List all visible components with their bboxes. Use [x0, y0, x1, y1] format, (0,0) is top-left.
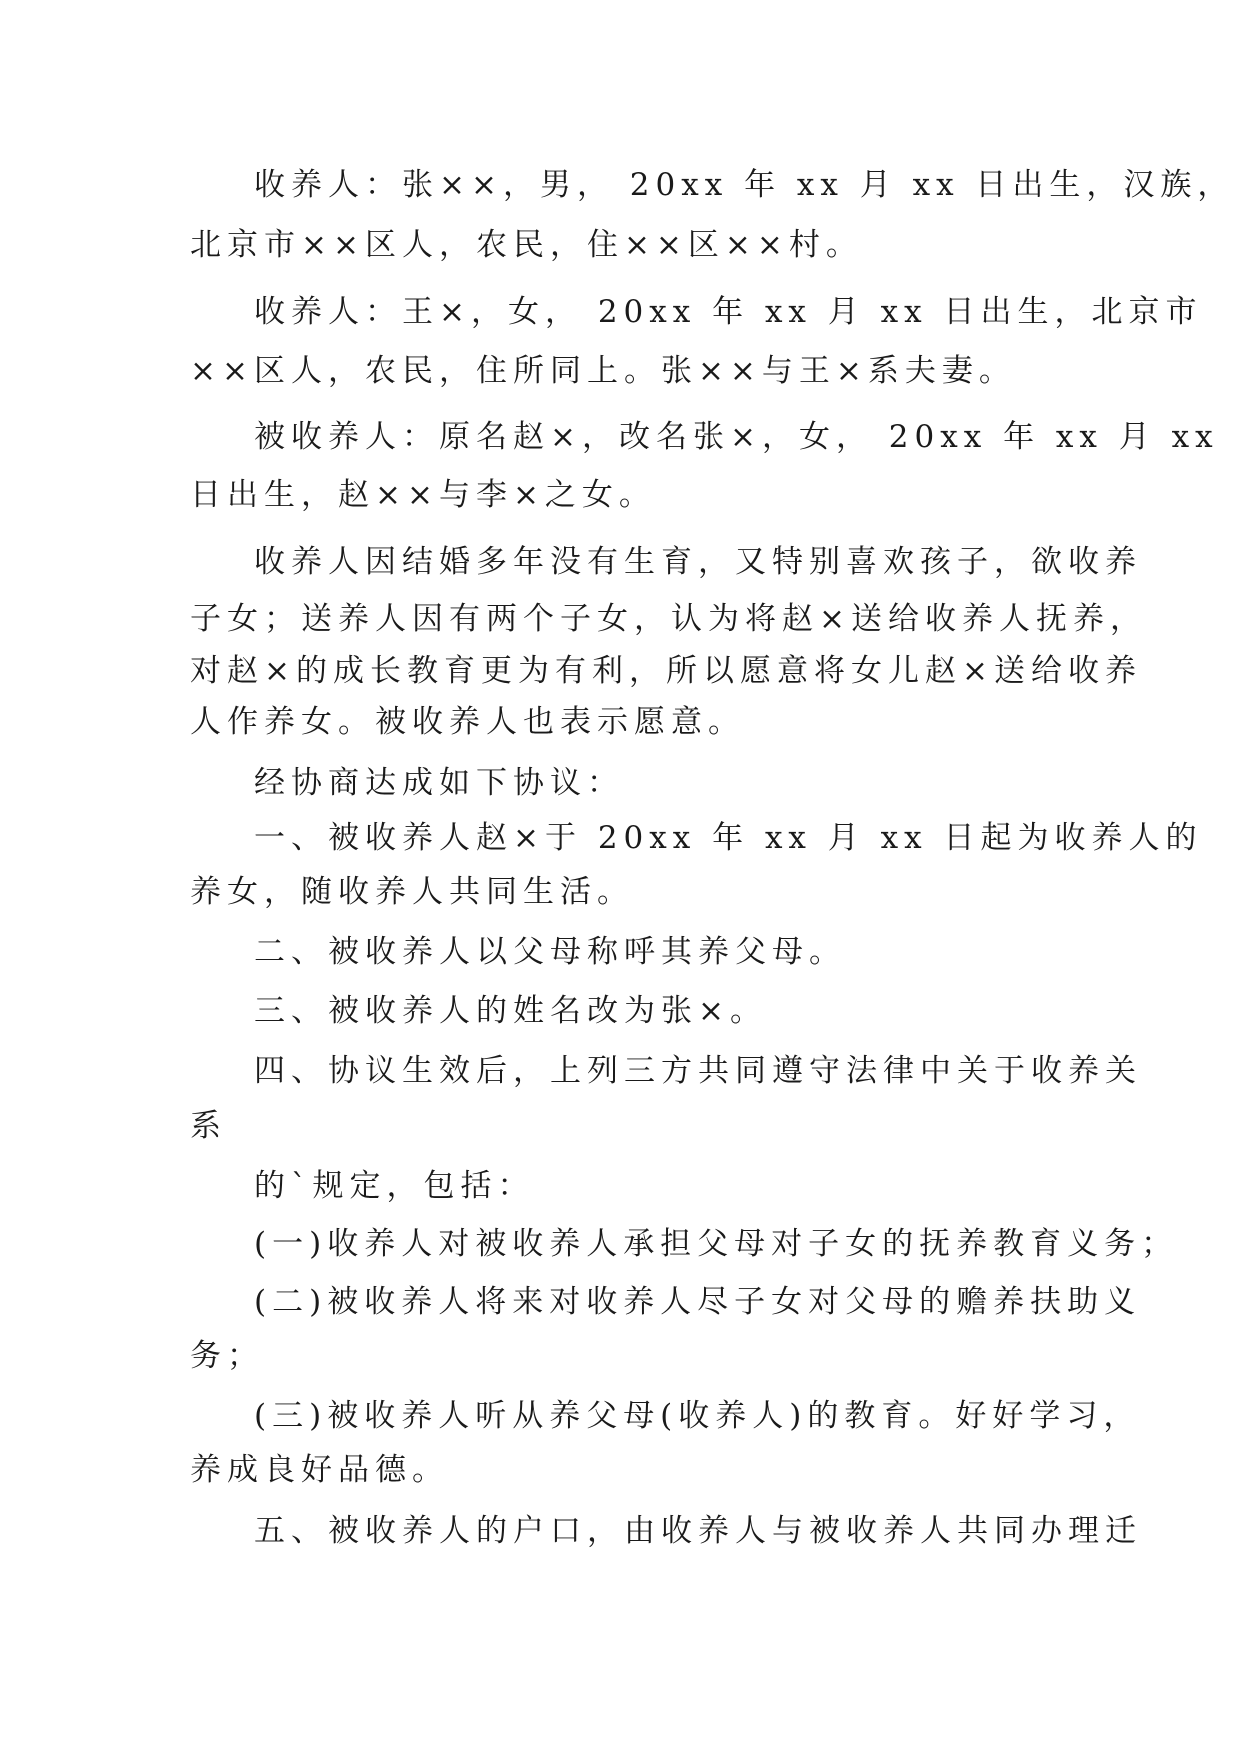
text-line: 务； — [190, 1338, 264, 1374]
text-line: 一、被收养人赵×于 20xx 年 xx 月 xx 日起为收养人的 — [254, 820, 1203, 856]
text-line: 五、被收养人的户口，由收养人与被收养人共同办理迁 — [254, 1513, 1142, 1549]
text-line: 的`规定，包括： — [254, 1168, 535, 1204]
text-line: (二)被收养人将来对收养人尽子女对父母的赡养扶助义 — [254, 1284, 1142, 1320]
text-line: ××区人，农民，住所同上。张××与王×系夫妻。 — [190, 353, 1016, 389]
text-line: 被收养人：原名赵×，改名张×，女， 20xx 年 xx 月 xx — [254, 419, 1219, 455]
text-line: 经协商达成如下协议： — [254, 765, 624, 801]
text-line: 人作养女。被收养人也表示愿意。 — [190, 704, 745, 740]
text-line: 四、协议生效后，上列三方共同遵守法律中关于收养关 — [254, 1053, 1142, 1089]
text-line: (三)被收养人听从养父母(收养人)的教育。好好学习， — [254, 1398, 1141, 1434]
text-line: 收养人：王×，女， 20xx 年 xx 月 xx 日出生，北京市 — [254, 294, 1203, 330]
text-line: 收养人：张××，男， 20xx 年 xx 月 xx 日出生，汉族， — [254, 167, 1235, 203]
text-line: (一)收养人对被收养人承担父母对子女的抚养教育义务； — [254, 1226, 1179, 1262]
text-line: 二、被收养人以父母称呼其养父母。 — [254, 934, 846, 970]
text-line: 子女；送养人因有两个子女，认为将赵×送给收养人抚养， — [190, 601, 1147, 637]
text-line: 北京市××区人，农民，住××区××村。 — [190, 227, 863, 263]
text-line: 养成良好品德。 — [190, 1452, 449, 1488]
text-line: 日出生，赵××与李×之女。 — [190, 477, 656, 513]
text-line: 系 — [190, 1108, 227, 1144]
text-line: 三、被收养人的姓名改为张×。 — [254, 993, 767, 1029]
document-body — [190, 155, 1235, 1559]
text-line: 养女，随收养人共同生活。 — [190, 874, 634, 910]
text-line: 对赵×的成长教育更为有利，所以愿意将女儿赵×送给收养 — [190, 653, 1142, 689]
text-line: 收养人因结婚多年没有生育，又特别喜欢孩子，欲收养 — [254, 544, 1142, 580]
